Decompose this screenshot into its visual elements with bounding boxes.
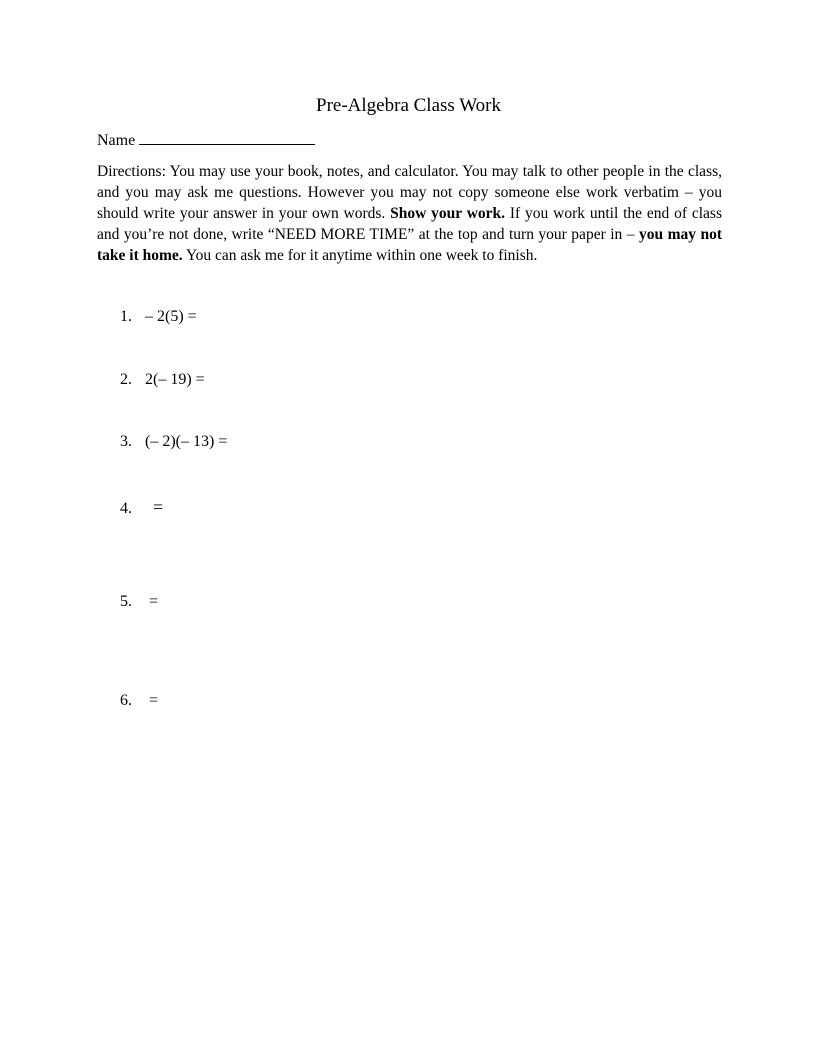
problem-expression: = (149, 593, 159, 610)
problem-2 (120, 370, 205, 390)
directions-bold-take-home: you may not take it home. (97, 226, 722, 264)
problem-number: 2. (120, 371, 132, 388)
problem-number: 4. (120, 500, 132, 517)
name-blank-line (139, 130, 315, 145)
problem-number: 6. (120, 692, 132, 709)
name-label: Name (97, 132, 136, 149)
problem-3 (120, 432, 227, 452)
problem-4 (120, 497, 163, 519)
problem-expression: 2(– 19) = (145, 371, 205, 388)
directions-paragraph (97, 161, 722, 266)
directions-text-2: If you work until the end of class and you’re not done, write “NEED MORE TIME” at the top and turn your paper in – (97, 205, 722, 243)
name-field-row (97, 130, 315, 151)
problem-number: 1. (120, 308, 132, 325)
problem-expression: = (153, 497, 164, 517)
problem-expression: = (149, 692, 159, 709)
problem-expression: – 2(5) = (145, 308, 197, 325)
directions-bold-show-work: Show your work. (390, 205, 506, 222)
directions-text-3: You can ask me for it anytime within one week to finish. (182, 247, 538, 264)
problem-1 (120, 307, 197, 327)
problem-expression: (– 2)(– 13) = (145, 433, 228, 450)
problem-number: 3. (120, 433, 132, 450)
directions-text-1: Directions: You may use your book, notes, and calculator. You may talk to other people in the class, and you may ask me questions. However you may not copy someone else work verbatim – you should write your answer in your own words. (97, 163, 722, 222)
problem-5 (120, 592, 158, 612)
problem-number: 5. (120, 593, 132, 610)
page-title: Pre-Algebra Class Work (316, 95, 501, 116)
problem-6 (120, 691, 158, 711)
